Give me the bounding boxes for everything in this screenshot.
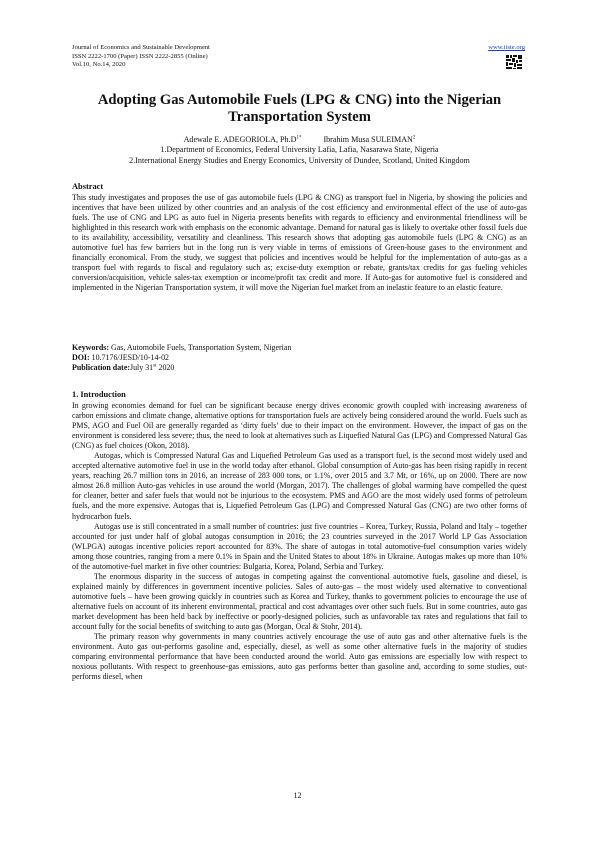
journal-name: Journal of Economics and Sustainable Development bbox=[72, 44, 210, 51]
page-number: 12 bbox=[293, 791, 302, 800]
iiste-logo bbox=[505, 54, 523, 70]
publication-date-suffix: st bbox=[153, 363, 157, 369]
author-1-name: Adewale E. ADEGORIOLA, Ph.D bbox=[183, 135, 297, 144]
section-heading-introduction: 1. Introduction bbox=[72, 390, 126, 399]
paragraph: The primary reason why governments in many countries actively encourage the use of auto gas and other alternative fuels is the environment. Auto gas out-performs gasoline and, especially, diesel, as well as some other alternative fuels in the majority of studies comparing environmental performance that have been conducted around the world. Auto gas emissions are especially low with respect to noxious pollutants. With respect to greenhouse-gas emissions, auto gas performs better than gasoline and, according to some studies, out-performs diesel, when bbox=[72, 632, 527, 682]
paragraph: In growing economies demand for fuel can be significant because energy drives economic growth coupled with increasing awareness of carbon emissions and climate change, alternative options for transportation fuels are actively being considered around the world. Fuels such as PMS, AGO and Fuel Oil are generally regarded as ‘dirty fuels’ due to their impact on the environment. However, the impact of gas on the environment is considered less severe; thus, the need to look at alternatives such as Liquefied Natural Gas (LPG) and Compressed Natural Gas (CNG) as fuel choices (Okon, 2018). bbox=[72, 401, 527, 451]
author-1 bbox=[184, 135, 302, 144]
doi-label: DOI: bbox=[72, 353, 90, 362]
journal-volume: Vol.10, No.14, 2020 bbox=[72, 61, 126, 69]
paragraph: The enormous disparity in the success of autogas in competing against the conventional automotive fuels, gasoline and diesel, is explained mainly by differences in government incentive policies. Sales of auto-gas – the most widely used alternative to conventional automotive fuels – have been growing quickly in countries such as Korea and Turkey, thanks to government policies to encourage the use of alternative fuels on account of its inherent environmental, practical and cost advantages over other such fuels. But in some countries, auto gas market development has been held back by ineffective or poorly-designed policies, such as unfavorable tax rates and regulations that fail to account fully for the social benefits of switching to auto gas (Morgan, Ocal & Stohr, 2014). bbox=[72, 571, 527, 632]
affiliation-1: 1.Department of Economics, Federal University Lafia, Lafia, Nasarawa State, Nigeria bbox=[160, 145, 439, 155]
publication-date-line bbox=[72, 363, 527, 373]
publication-date-year: 2020 bbox=[156, 363, 175, 372]
author-2 bbox=[323, 135, 415, 144]
doi-line bbox=[72, 353, 527, 363]
journal-url-link[interactable]: www.iiste.org bbox=[488, 44, 525, 51]
author-block bbox=[72, 135, 527, 166]
journal-header bbox=[72, 44, 527, 70]
doi-value: 10.7176/JESD/10-14-02 bbox=[89, 353, 170, 362]
journal-issn: ISSN 2222-1700 (Paper) ISSN 2222-2855 (Online) bbox=[72, 52, 208, 60]
paragraph: Autogas, which is Compressed Natural Gas and Liquefied Petroleum Gas used as a transport fuel, is the second most widely used and accepted alternative automotive fuel in use in the world today after ethanol. Global consumption of Auto-gas has been rising rapidly in recent years, reaching 26.7 million tons in 2016, an increase of 283 000 tons, or 1.1%, over 2015 and 3.7 Mt, or 16%, up on 2000. There are now almost 26.8 million Auto-gas vehicles in use around the world (Morgan, 2017). The challenges of global warming have compelled the quest for cleaner, better and safer fuels that would not be injurious to the ecosystem. PMS and AGO are the most widely used forms of petroleum fuels, and the more expensive. Autogas that is, Liquefied Petroleum Gas (LPG) and Compressed Natural Gas (CNG) are two other forms of hydrocarbon fuels. bbox=[72, 451, 527, 521]
publication-date-value: July 31 bbox=[130, 363, 154, 372]
abstract-text: This study investigates and proposes the use of gas automobile fuels (LPG & CNG) as transport fuel in Nigeria, by showing the policies and incentives that have been utilized by other countries and an analysis of the cost efficiency and environmental effect of the use of auto-gas fuels. The use of CNG and LPG as auto fuel in Nigeria presents benefits with regards to efficiency and environmental friendliness will be highlighted in this research work with emphasis on the economic advantage. Demand for natural gas is likely to overtake other fossil fuels due to its availability, accessibility, versatility and cleanliness. This research shows that adopting gas automobile fuels (LPG & CNG) as an automotive fuel has few barriers but in the long run is very viable in terms of emissions of Green-house gases to the environment and financially economical. From the study, we suggest that policies and incentives would be helpful for the implementation of auto-gas as a transport fuel with regards to fiscal and regulatory such as; excise-duty exemption or rebate, grants/tax credits for gas fueling vehicles conversion/acquisition, vehicle sales-tax exemption or income/profit tax credit and more. If Auto-gas for automotive fuel is considered and implemented in the Nigerian Transportation system, it will move the Nigerian fuel market from an inelastic feature to an elastic feature. bbox=[72, 193, 527, 293]
affiliation-2: 2.International Energy Studies and Energy Economics, University of Dundee, Scotland, United Kingdom bbox=[129, 155, 470, 165]
author-2-name: Ibrahim Musa SULEIMAN bbox=[323, 135, 413, 144]
keywords-line bbox=[72, 343, 527, 353]
author-2-mark: 2 bbox=[412, 135, 416, 141]
author-1-mark: 1* bbox=[296, 135, 302, 141]
keywords-value: Gas, Automobile Fuels, Transportation System, Nigerian bbox=[109, 343, 292, 352]
paper-title: Adopting Gas Automobile Fuels (LPG & CNG) into the Nigerian Transportation System bbox=[97, 92, 502, 125]
keywords-label: Keywords: bbox=[72, 343, 110, 352]
author-names bbox=[72, 135, 527, 145]
publication-date-label: Publication date: bbox=[72, 363, 130, 372]
abstract-heading: Abstract bbox=[72, 182, 104, 191]
introduction-body bbox=[72, 401, 527, 682]
paragraph: Autogas use is still concentrated in a small number of countries: just five countries – Korea, Turkey, Russia, Poland and Italy – together accounted for just under half of global autogas consumption in 2016; the 23 countries surveyed in the 2017 World LP Gas Association (WLPGA) autogas incentive policies report accounted for 83%. The share of autogas in total automotive-fuel consumption varies widely among those countries, ranging from a mere 0.1% in Spain and the United States to about 18% in Ukraine. Autogas makes up more than 10% of the automotive-fuel market in five other countries: Bulgaria, Korea, Poland, Serbia and Turkey. bbox=[72, 521, 527, 571]
